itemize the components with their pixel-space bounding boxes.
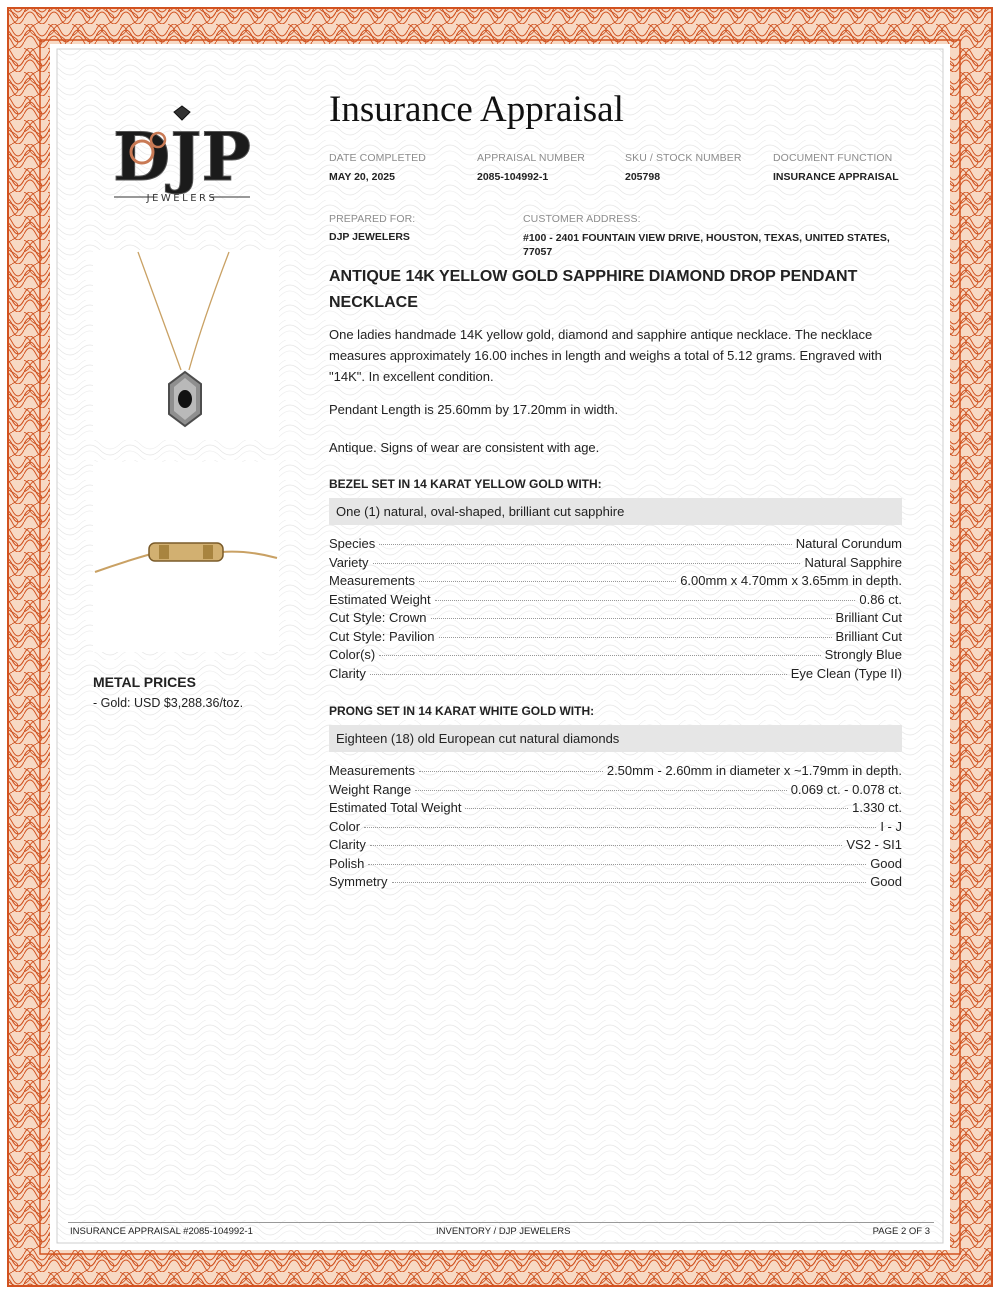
spec-label: Polish [329,855,365,871]
antique-note: Antique. Signs of wear are consistent with age. [329,440,600,455]
spec-row [329,782,902,801]
spec-label: Clarity [329,837,366,852]
footer-center: INVENTORY / DJP JEWELERS [436,1226,571,1237]
spec-value: Eye Clean (Type II) [790,665,902,681]
dot-leader [431,618,832,619]
spec-value: Good [870,874,902,889]
spec-value: 2.50mm - 2.60mm in diameter x ~1.79mm in depth. [606,763,902,778]
spec-value: 0.86 ct. [859,591,902,607]
prong-section-summary: Eighteen (18) old European cut natural diamonds [329,725,902,752]
spec-row [329,555,902,574]
spec-row [329,874,902,893]
prepared-for-label: PREPARED FOR: [329,213,416,225]
dot-leader [379,544,792,545]
dot-leader [465,808,848,809]
bezel-section-summary: One (1) natural, oval-shaped, brilliant cut sapphire [329,498,902,525]
item-title: ANTIQUE 14K YELLOW GOLD SAPPHIRE DIAMOND DROP PENDANT NECKLACE [329,268,858,311]
spec-row [329,856,902,875]
appraisal-number-label: APPRAISAL NUMBER [477,152,585,164]
customer-address-value: #100 - 2401 FOUNTAIN VIEW DRIVE, HOUSTON, TEXAS, UNITED STATES, 77057 [523,232,890,258]
dot-leader [379,655,820,656]
spec-label: Species [329,536,376,551]
item-description: One ladies handmade 14K yellow gold, diamond and sapphire antique necklace. The necklace measures approximately 16.00 inches in length and weighs a total of 5.12 grams. Engraved with "14K". In excellent condition. [329,327,882,384]
spec-value: Natural Corundum [795,536,902,551]
bezel-section-heading: BEZEL SET IN 14 KARAT YELLOW GOLD WITH: [329,477,602,491]
spec-label: Cut Style: Crown [329,610,427,625]
dot-leader [419,771,603,772]
clasp-photo [93,462,279,652]
dot-leader [439,637,832,638]
dot-leader [373,563,801,564]
svg-text:JEWELERS: JEWELERS [146,193,218,204]
spec-label: Estimated Weight [329,591,431,607]
pendant-length: Pendant Length is 25.60mm by 17.20mm in width. [329,402,619,417]
spec-row [329,666,902,685]
footer-page-number: PAGE 2 OF 3 [872,1226,930,1237]
spec-label: Color [329,818,361,834]
date-completed-label: DATE COMPLETED [329,152,426,164]
pendant-image-icon [93,250,279,440]
dot-leader [370,845,843,846]
spec-value: 6.00mm x 4.70mm x 3.65mm in depth. [680,573,902,588]
prong-section-heading: PRONG SET IN 14 KARAT WHITE GOLD WITH: [329,704,595,718]
dot-leader [415,790,787,791]
svg-text:DJP: DJP [112,118,252,196]
gold-price: - Gold: USD $3,288.36/toz. [93,696,244,710]
spec-row [329,536,902,555]
spec-label: Estimated Total Weight [329,800,462,815]
clasp-image-icon [93,462,279,652]
spec-value: Brilliant Cut [835,628,902,644]
spec-label: Weight Range [329,781,412,797]
spec-row [329,763,902,782]
spec-row [329,573,902,592]
spec-label: Clarity [329,665,366,681]
spec-label: Measurements [329,763,415,778]
dot-leader [364,827,876,828]
dot-leader [392,882,867,883]
customer-address-label: CUSTOMER ADDRESS: [523,213,641,225]
spec-value: Brilliant Cut [835,610,902,625]
sku-value: 205798 [625,171,661,183]
spec-row [329,800,902,819]
spec-value: I - J [880,818,902,834]
dot-leader [368,864,866,865]
spec-value: 1.330 ct. [852,800,902,815]
spec-value: Good [870,855,902,871]
spec-value: VS2 - SI1 [846,837,902,852]
djp-logo [106,104,258,208]
spec-label: Variety [329,554,369,570]
spec-row [329,647,902,666]
necklace-photo [93,250,279,440]
spec-label: Measurements [329,573,415,588]
date-completed-value: MAY 20, 2025 [329,171,395,183]
spec-label: Color(s) [329,647,376,662]
spec-value: Natural Sapphire [804,554,902,570]
spec-value: Strongly Blue [824,647,902,662]
logo-mark-icon [106,104,258,208]
spec-label: Cut Style: Pavilion [329,628,435,644]
spec-row [329,837,902,856]
spec-row [329,819,902,838]
appraisal-number-value: 2085-104992-1 [477,171,549,183]
dot-leader [435,600,856,601]
spec-value: 0.069 ct. - 0.078 ct. [790,781,902,797]
metal-prices-heading: METAL PRICES [93,674,196,690]
page-title: Insurance Appraisal [329,89,624,130]
spec-row [329,592,902,611]
dot-leader [370,674,787,675]
sku-label: SKU / STOCK NUMBER [625,152,742,164]
footer-left: INSURANCE APPRAISAL #2085-104992-1 [70,1226,253,1237]
document-function-value: INSURANCE APPRAISAL [773,171,899,183]
document-function-label: DOCUMENT FUNCTION [773,152,893,164]
prong-spec-list [329,763,902,893]
prepared-for-value: DJP JEWELERS [329,231,410,243]
dot-leader [419,581,676,582]
spec-label: Symmetry [329,874,388,889]
bezel-spec-list [329,536,902,684]
spec-row [329,629,902,648]
footer-divider [68,1222,934,1223]
spec-row [329,610,902,629]
